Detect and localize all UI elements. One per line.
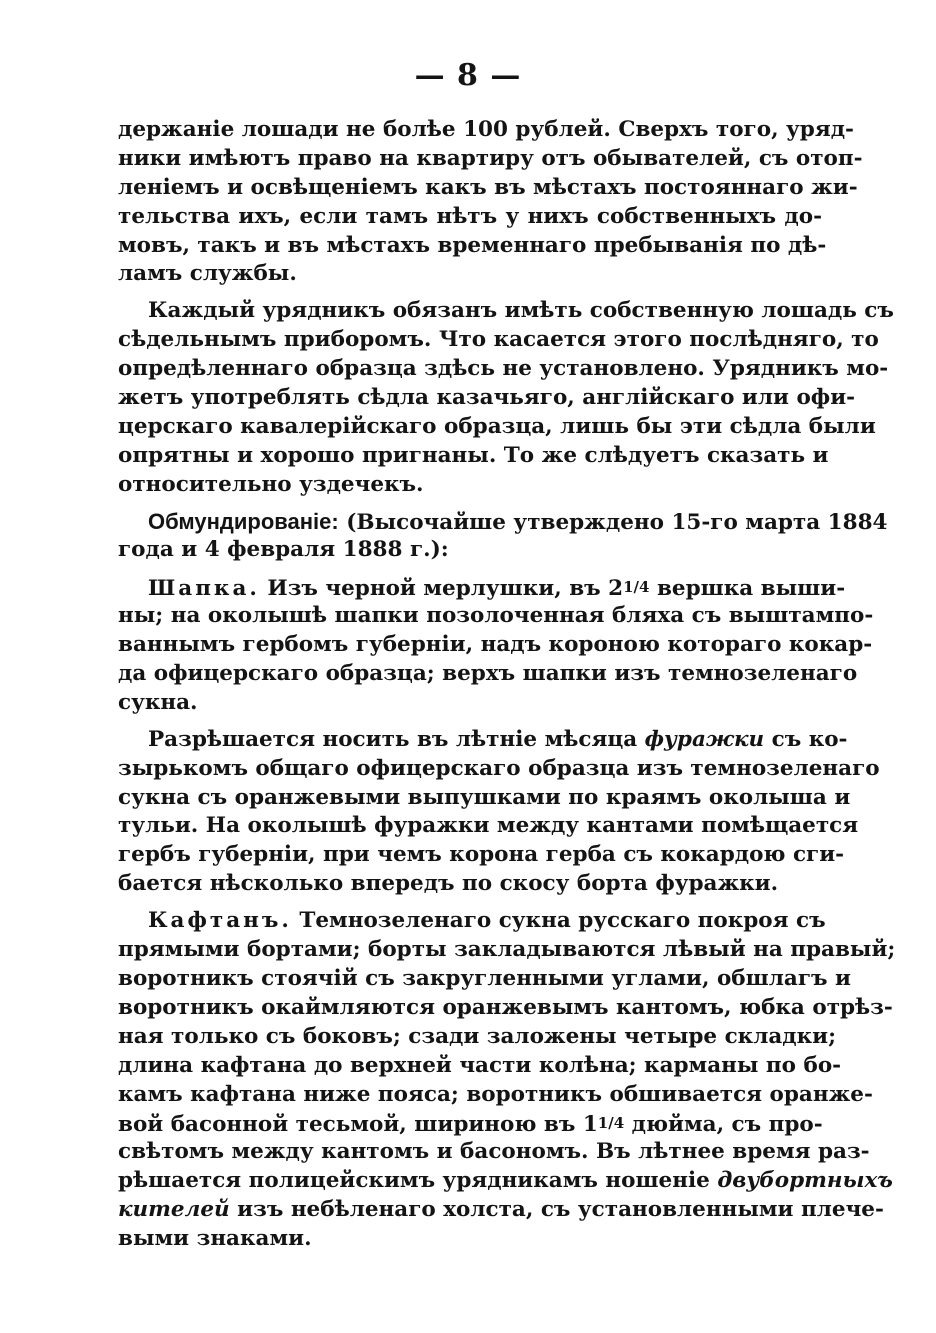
text-line [118,1109,822,1138]
text-line: церскаго кавалерійскаго образца, лишь бы эти сѣдла были [118,413,876,439]
text-line [118,726,848,755]
text-line: тульи. На околышѣ фуражки между кантами помѣщается [118,813,859,839]
text-line: гербъ губерніи, при чемъ корона герба съ кокардою сги- [118,842,845,868]
text-line [118,1196,884,1225]
text-span: рѣшается полицейскимъ урядникамъ ношеніе [118,1168,710,1194]
text-line [118,1167,893,1196]
text-line: зырькомъ общаго офицерскаго образца изъ темнозеленаго [118,755,880,781]
text-line: года и 4 февраля 1888 г.): [118,537,449,563]
text-line [118,573,846,602]
text-line: сѣдельнымъ приборомъ. Что касается этого послѣдняго, то [118,327,879,353]
page-body [118,116,896,1254]
text-line [118,907,826,936]
text-line: длина кафтана до верхней части колѣна; карманы по бо- [118,1052,842,1078]
text-span: Темнозеленаго сукна русскаго покроя съ [299,908,826,934]
fraction: 1/4 [623,578,650,597]
paragraph [118,573,874,717]
text-line: тельства ихъ, если тамъ нѣтъ у нихъ собственныхъ до- [118,203,822,229]
text-line: воротникъ окаймляются оранжевымъ кантомъ, юбка отрѣз- [118,994,893,1020]
text-line: сукна. [118,689,198,715]
paragraph [118,907,896,1254]
text-span: вершка выши- [656,576,846,602]
text-line: держаніе лошади не болѣе 100 рублей. Сверхъ того, уряд- [118,117,854,142]
text-line: ламъ службы. [118,261,297,287]
paragraph [118,726,880,899]
text-line: свѣтомъ между кантомъ и басономъ. Въ лѣтнее время раз- [118,1139,870,1165]
text-line: Каждый урядникъ обязанъ имѣть собственную лошадь съ [148,298,894,324]
text-line: прямыми бортами; борты закладываются лѣвый на правый; [118,937,896,963]
italic-term: двубортныхъ [717,1168,893,1194]
paragraph [118,297,894,499]
text-span: Изъ черной мерлушки, въ 2 [267,576,624,602]
text-span: Разрѣшается носить въ лѣтніе мѣсяца [148,726,638,752]
text-line: мовъ, такъ и въ мѣстахъ временнаго пребыванія по дѣ- [118,232,827,258]
text-line: бается нѣсколько впередъ по скосу борта фуражки. [118,871,779,897]
text-line [118,508,888,537]
text-line: относительно уздечекъ. [118,471,424,497]
paragraph [118,116,863,289]
fraction: 1/4 [597,1114,625,1133]
text-line: камъ кафтана ниже пояса; воротникъ обшивается оранже- [118,1081,873,1107]
text-line: опредѣленнаго образца здѣсь не установлено. Урядникъ мо- [118,356,889,382]
text-line: ники имѣютъ право на квартиру отъ обывателей, съ отоп- [118,145,863,171]
page-number: — 8 — [414,58,522,93]
paragraph [118,508,888,566]
text-span: дюйма, съ про- [631,1112,823,1138]
text-line: жетъ употреблять сѣдла казачьяго, англійскаго или офи- [118,385,856,411]
text-line: ны; на околышѣ шапки позолоченная бляха съ выштампо- [118,603,874,629]
text-span: изъ небѣленаго холста, съ установленными плече- [237,1197,884,1223]
text-line: воротникъ стоячій съ закругленными углами, обшлагъ и [118,965,851,991]
text-line: опрятны и хорошо пригнаны. То же слѣдуетъ сказать и [118,442,829,468]
text-line: ваннымъ гербомъ губерніи, надъ короною котораго кокар- [118,632,873,658]
text-line: леніемъ и освѣщеніемъ какъ въ мѣстахъ постояннаго жи- [118,174,858,200]
section-heading: Обмундированіе: [148,508,339,534]
text-span: съ ко- [771,726,848,752]
text-line: да офицерскаго образца; верхъ шапки изъ темнозеленаго [118,661,858,687]
spaced-term: Шапка. [148,576,260,602]
text-line: выми знаками. [118,1225,312,1251]
text-line: сукна съ оранжевыми выпушками по краямъ околыша и [118,784,851,810]
spaced-term: Кафтанъ. [148,908,292,934]
italic-term: фуражки [644,726,765,752]
text-span: вой басонной тесьмой, шириною въ 1 [118,1112,598,1138]
italic-term: кителей [118,1197,230,1223]
text-span: (Высочайше утверждено 15-го марта 1884 [346,509,888,535]
text-line: ная только съ боковъ; сзади заложены четыре складки; [118,1023,837,1049]
